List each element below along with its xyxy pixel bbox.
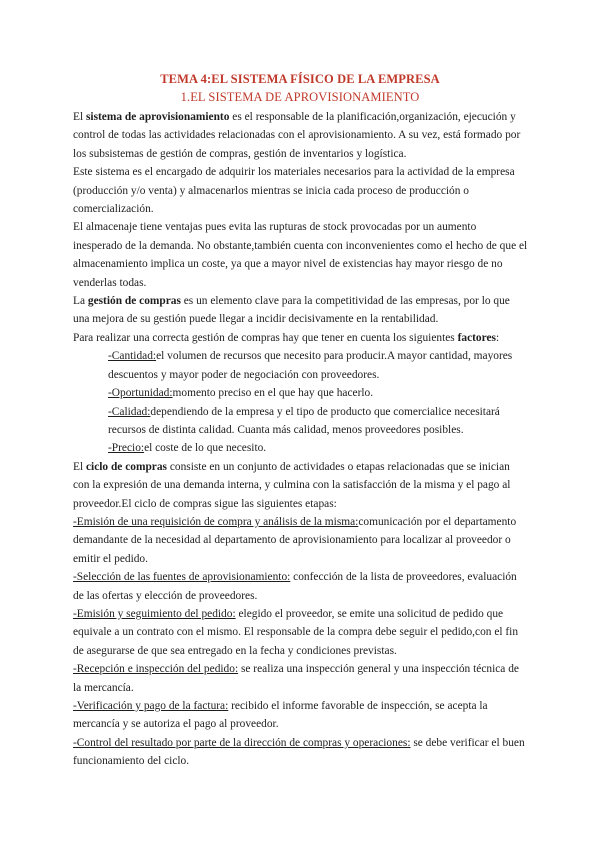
factor-label: -Calidad: [108, 405, 151, 418]
stage-label: -Verificación y pago de la factura: [73, 700, 229, 712]
term-sistema-aprovisionamiento: sistema de aprovisionamiento [85, 111, 230, 123]
factor-label: -Precio: [108, 442, 145, 455]
factor-item: -Cantidad:el volumen de recursos que necesito para producir.A mayor cantidad, mayores descuentos y mayor poder de negociación con proveedores. [108, 350, 513, 381]
stage-item: -Recepción e inspección del pedido: se realiza una inspección general y una inspección técnica de la mercancía. [73, 663, 519, 694]
document-body [73, 108, 528, 771]
stage-item: -Emisión y seguimiento del pedido: elegido el proveedor, se emite una solicitud de pedido que equivale a un contrato con el mismo. El responsable de la compra debe seguir el pedido,con el fin de asegurarse de que sea entregado en la fecha y condiciones previstas. [73, 607, 519, 657]
stage-label: -Recepción e inspección del pedido: [73, 663, 239, 676]
stage-item: -Control del resultado por parte de la dirección de compras y operaciones: se debe verificar el buen funcionamiento del ciclo. [73, 736, 525, 768]
stage-label: -Selección de las fuentes de aprovisionamiento: [73, 571, 291, 584]
paragraph-factores-intro: Para realizar una correcta gestión de compras hay que tener en cuenta los siguientes factores: [73, 331, 500, 344]
stage-label: -Emisión y seguimiento del pedido: [73, 607, 236, 620]
term-factores: factores [457, 331, 496, 344]
term-ciclo-compras: ciclo de compras [85, 460, 167, 473]
factor-label: -Oportunidad: [108, 387, 173, 400]
paragraph-almacenaje: El almacenaje tiene ventajas pues evita las rupturas de stock provocadas por un aumento inesperado de la demanda. No obstante,también cuenta con inconvenientes como el hecho de que el almacenamiento implica un coste, ya que a mayor nivel de existencias hay mayor riesgo de no venderlas todas. [73, 221, 528, 289]
factor-item: -Oportunidad:momento preciso en el que hay que hacerlo. [108, 387, 374, 400]
paragraph-ciclo-compras: El ciclo de compras consiste en un conjunto de actividades o etapas relacionadas que se inician con la expresión de una demanda interna, y culmina con la satisfacción de la misma y el pago al proveedor.El ciclo de compras sigue las siguientes etapas: [73, 460, 511, 510]
stage-item: -Verificación y pago de la factura: recibido el informe favorable de inspección, se acepta la mercancía y se autoriza el pago al proveedor. [73, 700, 488, 731]
stage-label: -Control del resultado por parte de la dirección de compras y operaciones: [73, 736, 411, 749]
factor-label: -Cantidad: [108, 350, 157, 363]
paragraph-gestion-compras: La gestión de compras es un elemento clave para la competitividad de las empresas, por lo que una mejora de su gestión puede llegar a incidir decisivamente en la rentabilidad. [73, 295, 510, 326]
stage-item: -Selección de las fuentes de aprovisionamiento: confección de la lista de proveedores, evaluación de las ofertas y elección de proveedores. [73, 571, 517, 602]
factor-item: -Precio:el coste de lo que necesito. [108, 442, 267, 455]
section-title: 1.EL SISTEMA DE APROVISIONAMIENTO [180, 90, 420, 104]
stage-item: -Emisión de una requisición de compra y análisis de la misma:comunicación por el departamento demandante de la necesidad al departamento de aprovisionamiento para localizar al proveedor o emitir el pedido. [73, 515, 517, 565]
document-title: TEMA 4:EL SISTEMA FÍSICO DE LA EMPRESA [160, 72, 440, 86]
paragraph-aprovisionamiento: El sistema de aprovisionamiento es el responsable de la planificación,organización, ejecución y control de todas las actividades relacionadas con el aprovisionamiento. A su vez, está formado por los subsistemas de gestión de compras, gestión de inventarios y logística. [73, 111, 521, 160]
paragraph-funcion: Este sistema es el encargado de adquirir los materiales necesarios para la actividad de la empresa (producción y/o venta) y almacenarlos mientras se inicia cada proceso de producción o comercialización. [73, 166, 515, 216]
stage-label: -Emisión de una requisición de compra y análisis de la misma: [73, 515, 359, 528]
term-gestion-compras: gestión de compras [87, 295, 181, 308]
factor-item: -Calidad:dependiendo de la empresa y el tipo de producto que comercialice necesitará recursos de distinta calidad. Cuanta más calidad, menos proveedores posibles. [108, 405, 500, 436]
